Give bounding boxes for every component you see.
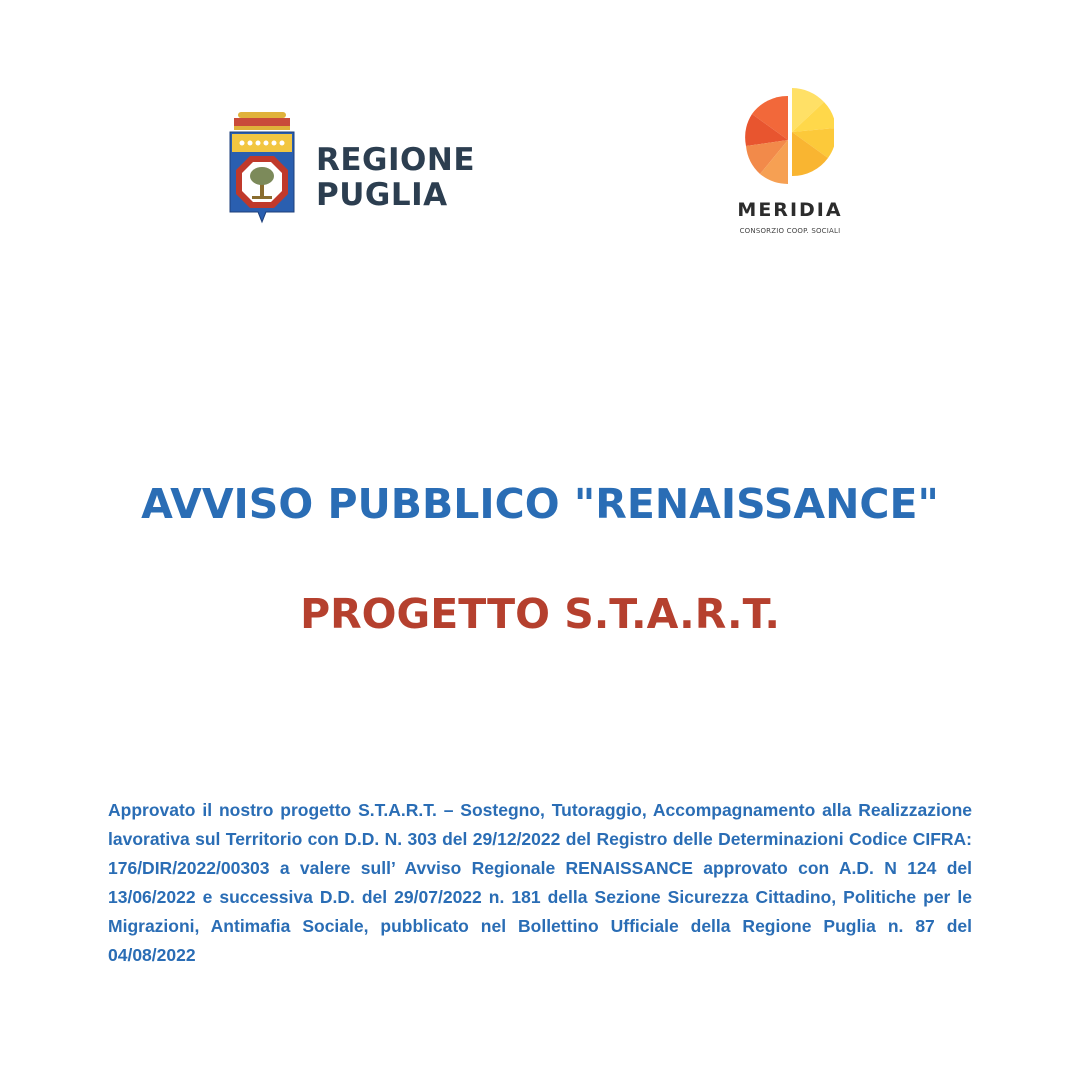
regione-puglia-logo: [226, 110, 476, 230]
page-title: AVVISO PUBBLICO "RENAISSANCE": [141, 480, 939, 528]
meridia-logo: [720, 86, 860, 246]
regione-line1: REGIONE: [316, 142, 475, 178]
coat-of-arms-icon: [226, 110, 298, 226]
body-paragraph: Approvato il nostro progetto S.T.A.R.T. – Sostegno, Tutoraggio, Accompagnamento alla Realizzazione lavorativa sul Territorio con D.D. N. 303 del 29/12/2022 del Registro delle Determinazioni Codice CIFRA: 176/DIR/2022/00303 a valere sull’ Avviso Regionale RENAISSANCE approvato con A.D. N 124 del 13/06/2022 e successiva D.D. del 29/07/2022 n. 181 della Sezione Sicurezza Cittadino, Politiche per le Migrazioni, Antimafia Sociale, pubblicato nel Bollettino Ufficiale della Regione Puglia n. 87 del 04/08/2022: [108, 800, 972, 965]
meridia-name: MERIDIA: [737, 199, 843, 221]
regione-line2: PUGLIA: [316, 177, 448, 213]
project-title: PROGETTO S.T.A.R.T.: [300, 590, 780, 638]
meridia-subtitle: CONSORZIO COOP. SOCIALI: [739, 227, 841, 235]
meridia-sun-icon: [744, 86, 834, 190]
regione-logo-text: [316, 143, 475, 213]
